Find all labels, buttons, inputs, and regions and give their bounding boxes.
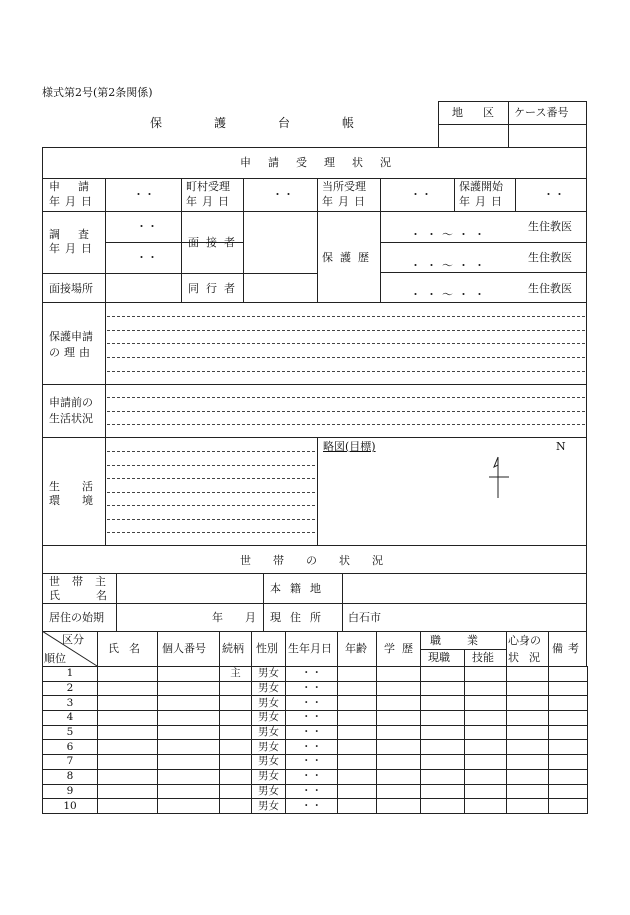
living-label-1: 生活	[49, 480, 115, 493]
row-age[interactable]	[338, 667, 377, 682]
row-sex[interactable]: 男女	[252, 711, 286, 726]
row-sex[interactable]: 男女	[252, 799, 286, 814]
row-education[interactable]	[377, 667, 421, 682]
row-name[interactable]	[98, 769, 158, 784]
row-notes[interactable]	[549, 740, 588, 755]
prior-label-1: 申請前の	[49, 396, 93, 409]
head-label-1: 世帯主	[49, 575, 118, 588]
row-notes[interactable]	[549, 667, 588, 682]
row-relation[interactable]	[220, 769, 252, 784]
row-age[interactable]	[338, 725, 377, 740]
row-job-current[interactable]	[421, 696, 465, 711]
row-personal-no[interactable]	[158, 696, 220, 711]
col-education: 学歴	[384, 642, 420, 655]
row-name[interactable]	[98, 755, 158, 770]
row-education[interactable]	[377, 784, 421, 799]
row-health[interactable]	[507, 769, 549, 784]
col-sex: 性別	[256, 642, 278, 655]
row-personal-no[interactable]	[158, 711, 220, 726]
town-receipt-dots: ・・	[272, 188, 294, 201]
row-relation[interactable]	[220, 755, 252, 770]
row-age[interactable]	[338, 784, 377, 799]
row-notes[interactable]	[549, 725, 588, 740]
row-job-current[interactable]	[421, 784, 465, 799]
col-division: 区分	[62, 633, 84, 646]
sketch-label: 略図(目標)	[323, 440, 376, 453]
household-section-title: 世帯の状況	[240, 554, 405, 567]
row-job-current[interactable]	[421, 740, 465, 755]
history-types-1: 生住教医	[528, 220, 572, 233]
row-notes[interactable]	[549, 681, 588, 696]
row-rank[interactable]: 4	[43, 711, 98, 726]
table-row	[43, 667, 588, 682]
row-birth[interactable]: ・・	[286, 681, 338, 696]
col-name: 氏名	[108, 642, 150, 655]
row-rank[interactable]: 7	[43, 755, 98, 770]
history-types-3: 生住教医	[528, 282, 572, 295]
row-relation[interactable]: 主	[220, 667, 252, 682]
row-personal-no[interactable]	[158, 784, 220, 799]
table-row	[43, 740, 588, 755]
row-job-current[interactable]	[421, 667, 465, 682]
row-name[interactable]	[98, 725, 158, 740]
row-relation[interactable]	[220, 784, 252, 799]
row-birth[interactable]: ・・	[286, 784, 338, 799]
row-age[interactable]	[338, 711, 377, 726]
row-rank[interactable]: 9	[43, 784, 98, 799]
table-row	[43, 711, 588, 726]
table-row	[43, 769, 588, 784]
survey-label-1: 調査	[49, 228, 107, 241]
office-receipt-label-2: 年月日	[322, 195, 370, 208]
companion-label: 同行者	[188, 282, 242, 295]
address-value: 白石市	[348, 611, 381, 624]
row-name[interactable]	[98, 799, 158, 814]
row-notes[interactable]	[549, 696, 588, 711]
col-rank: 順位	[44, 652, 66, 665]
row-age[interactable]	[338, 799, 377, 814]
row-health[interactable]	[507, 755, 549, 770]
row-health[interactable]	[507, 681, 549, 696]
town-receipt-label-1: 町村受理	[186, 180, 230, 193]
application-section-title: 申請受理状況	[240, 156, 408, 169]
row-name[interactable]	[98, 696, 158, 711]
row-rank[interactable]: 5	[43, 725, 98, 740]
interview-place-label: 面接場所	[49, 282, 93, 295]
row-education[interactable]	[377, 799, 421, 814]
row-education[interactable]	[377, 696, 421, 711]
row-sex[interactable]: 男女	[252, 755, 286, 770]
col-job-skill: 技能	[472, 651, 494, 664]
row-job-current[interactable]	[421, 711, 465, 726]
row-personal-no[interactable]	[158, 725, 220, 740]
row-health[interactable]	[507, 711, 549, 726]
row-health[interactable]	[507, 725, 549, 740]
row-sex[interactable]: 男女	[252, 769, 286, 784]
row-age[interactable]	[338, 696, 377, 711]
row-relation[interactable]	[220, 696, 252, 711]
reason-label-1: 保護申請	[49, 330, 93, 343]
table-row	[43, 725, 588, 740]
row-education[interactable]	[377, 681, 421, 696]
row-birth[interactable]: ・・	[286, 740, 338, 755]
table-row	[43, 755, 588, 770]
row-rank[interactable]: 8	[43, 769, 98, 784]
case-number-label: ケース番号	[514, 106, 569, 119]
row-health[interactable]	[507, 784, 549, 799]
row-notes[interactable]	[549, 799, 588, 814]
row-name[interactable]	[98, 681, 158, 696]
row-rank[interactable]: 1	[43, 667, 98, 682]
row-rank[interactable]: 2	[43, 681, 98, 696]
app-date-label-1: 申請	[49, 180, 107, 193]
history-period-2: ・・～・・	[410, 259, 490, 272]
protection-start-label-2: 年月日	[459, 195, 507, 208]
row-education[interactable]	[377, 740, 421, 755]
row-education[interactable]	[377, 755, 421, 770]
row-personal-no[interactable]	[158, 799, 220, 814]
row-birth[interactable]: ・・	[286, 769, 338, 784]
row-name[interactable]	[98, 667, 158, 682]
row-relation[interactable]	[220, 711, 252, 726]
row-sex[interactable]: 男女	[252, 667, 286, 682]
row-sex[interactable]: 男女	[252, 681, 286, 696]
row-job-current[interactable]	[421, 755, 465, 770]
row-sex[interactable]: 男女	[252, 696, 286, 711]
row-health[interactable]	[507, 799, 549, 814]
row-sex[interactable]: 男女	[252, 740, 286, 755]
row-job-current[interactable]	[421, 681, 465, 696]
living-label-2: 環境	[49, 494, 115, 507]
table-row	[43, 696, 588, 711]
col-notes: 備考	[552, 642, 584, 655]
row-job-skill[interactable]	[465, 725, 507, 740]
row-health[interactable]	[507, 740, 549, 755]
prior-label-2: 生活状況	[49, 412, 93, 425]
area-label: 地区	[452, 106, 514, 119]
current-address-label: 現住所	[270, 611, 330, 624]
row-personal-no[interactable]	[158, 740, 220, 755]
office-receipt-label-1: 当所受理	[322, 180, 366, 193]
app-date-dots: ・・	[133, 188, 155, 201]
row-name[interactable]	[98, 711, 158, 726]
row-education[interactable]	[377, 769, 421, 784]
row-notes[interactable]	[549, 784, 588, 799]
north-label: N	[556, 440, 566, 453]
row-birth[interactable]: ・・	[286, 667, 338, 682]
table-row	[43, 799, 588, 814]
row-birth[interactable]: ・・	[286, 711, 338, 726]
head-label-2: 氏名	[49, 589, 143, 602]
row-rank[interactable]: 6	[43, 740, 98, 755]
town-receipt-label-2: 年月日	[186, 195, 234, 208]
row-education[interactable]	[377, 725, 421, 740]
col-job-current: 現職	[428, 651, 450, 664]
row-rank[interactable]: 3	[43, 696, 98, 711]
row-birth[interactable]: ・・	[286, 799, 338, 814]
history-period-3: ・・～・・	[410, 288, 490, 301]
row-personal-no[interactable]	[158, 681, 220, 696]
form-number: 様式第2号(第2条関係)	[42, 86, 153, 99]
row-relation[interactable]	[220, 681, 252, 696]
interviewer-label: 面接者	[188, 236, 242, 249]
row-job-skill[interactable]	[465, 696, 507, 711]
domicile-label: 本籍地	[270, 582, 330, 595]
row-job-current[interactable]	[421, 725, 465, 740]
office-receipt-dots: ・・	[410, 188, 432, 201]
row-education[interactable]	[377, 711, 421, 726]
col-age: 年齢	[345, 642, 367, 655]
col-relation: 続柄	[222, 642, 244, 655]
row-notes[interactable]	[549, 755, 588, 770]
row-relation[interactable]	[220, 725, 252, 740]
row-age[interactable]	[338, 755, 377, 770]
north-arrow-icon	[485, 455, 515, 500]
row-job-current[interactable]	[421, 769, 465, 784]
row-age[interactable]	[338, 681, 377, 696]
protection-history-label: 保護歴	[322, 251, 376, 264]
app-date-label-2: 年月日	[49, 195, 97, 208]
protection-start-dots: ・・	[543, 188, 565, 201]
row-relation[interactable]	[220, 740, 252, 755]
protection-start-label-1: 保護開始	[459, 180, 503, 193]
row-job-skill[interactable]	[465, 784, 507, 799]
row-rank[interactable]: 10	[43, 799, 98, 814]
row-job-skill[interactable]	[465, 769, 507, 784]
row-job-current[interactable]	[421, 799, 465, 814]
row-job-skill[interactable]	[465, 681, 507, 696]
row-personal-no[interactable]	[158, 769, 220, 784]
table-row	[43, 681, 588, 696]
row-notes[interactable]	[549, 769, 588, 784]
survey-dots-2: ・・	[136, 251, 158, 264]
row-age[interactable]	[338, 740, 377, 755]
row-health[interactable]	[507, 696, 549, 711]
history-period-1: ・・～・・	[410, 228, 490, 241]
row-job-skill[interactable]	[465, 755, 507, 770]
residence-start-label: 居住の始期	[49, 611, 104, 624]
row-name[interactable]	[98, 784, 158, 799]
member-table	[42, 666, 588, 814]
row-relation[interactable]	[220, 799, 252, 814]
col-job: 職業	[430, 634, 504, 647]
col-personal-no: 個人番号	[162, 642, 206, 655]
row-job-skill[interactable]	[465, 799, 507, 814]
row-personal-no[interactable]	[158, 667, 220, 682]
row-job-skill[interactable]	[465, 667, 507, 682]
col-birth: 生年月日	[288, 642, 332, 655]
row-name[interactable]	[98, 740, 158, 755]
row-sex[interactable]: 男女	[252, 725, 286, 740]
row-sex[interactable]: 男女	[252, 784, 286, 799]
col-health-1: 心身の	[508, 634, 541, 647]
row-birth[interactable]: ・・	[286, 696, 338, 711]
row-job-skill[interactable]	[465, 711, 507, 726]
reason-label-2: の理由	[49, 346, 94, 359]
table-row	[43, 784, 588, 799]
year-month-label: 年 月	[212, 611, 256, 624]
row-health[interactable]	[507, 667, 549, 682]
row-notes[interactable]	[549, 711, 588, 726]
history-types-2: 生住教医	[528, 251, 572, 264]
survey-label-2: 年月日	[49, 242, 97, 255]
form-title: 保護台帳	[150, 116, 407, 130]
row-age[interactable]	[338, 769, 377, 784]
row-personal-no[interactable]	[158, 755, 220, 770]
row-birth[interactable]: ・・	[286, 755, 338, 770]
col-health-2: 状況	[508, 651, 550, 664]
row-birth[interactable]: ・・	[286, 725, 338, 740]
survey-dots-1: ・・	[136, 220, 158, 233]
row-job-skill[interactable]	[465, 740, 507, 755]
